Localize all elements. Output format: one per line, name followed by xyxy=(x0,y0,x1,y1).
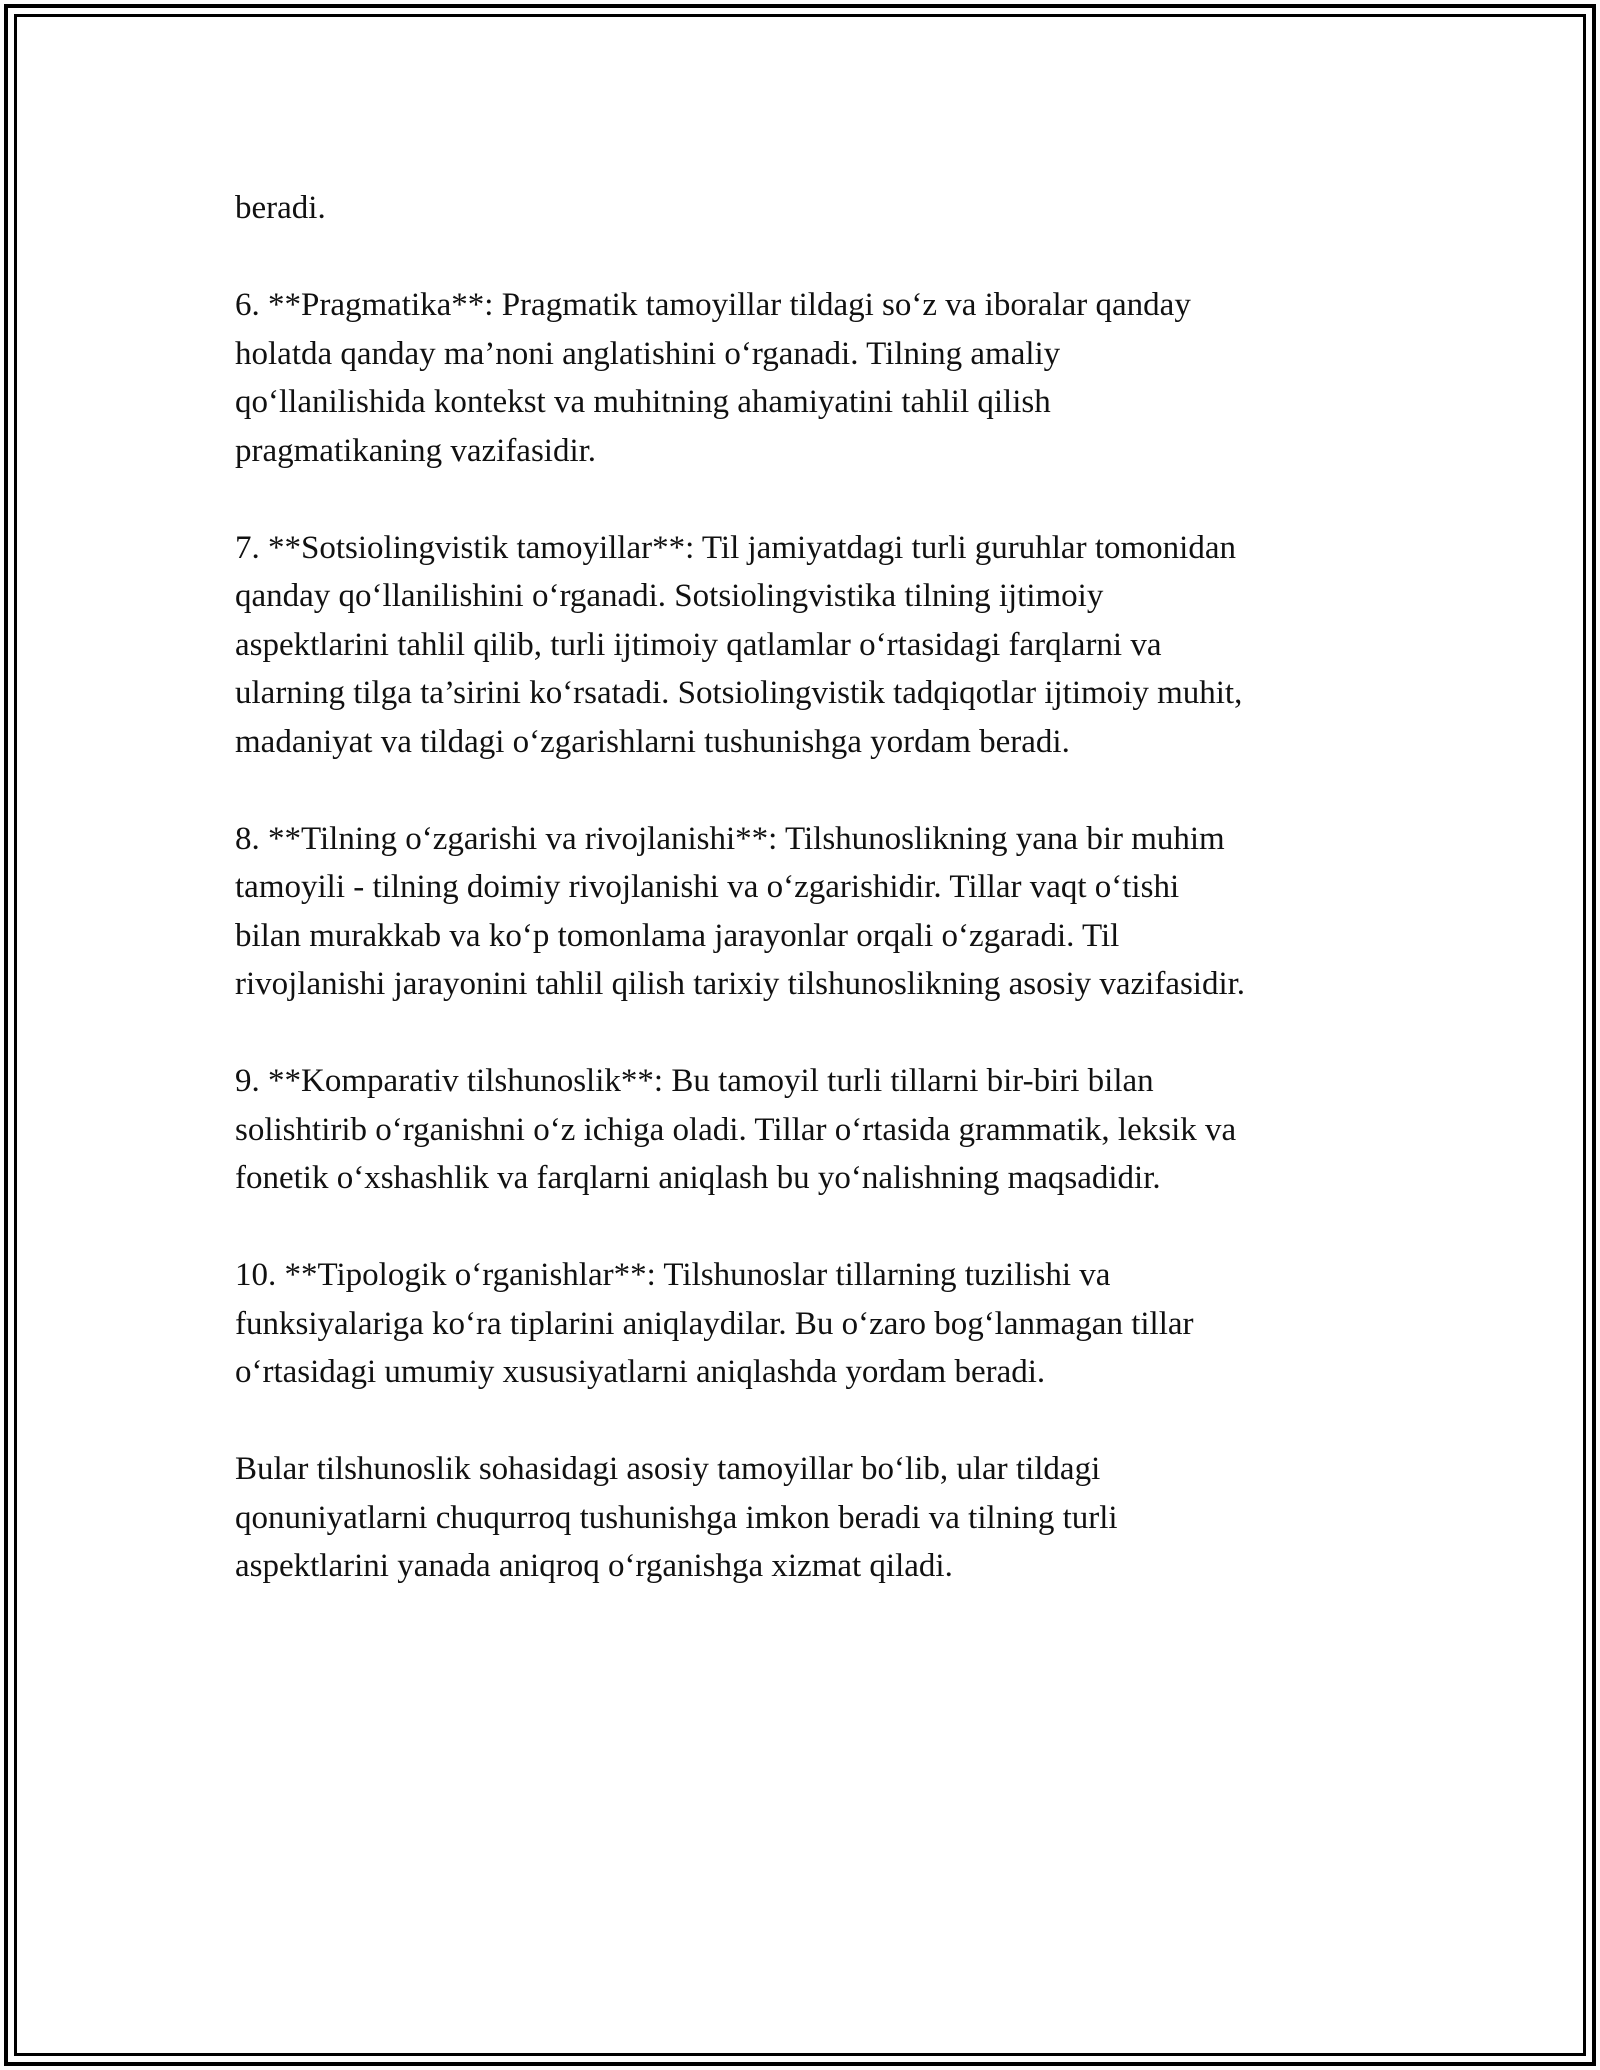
text-line: funksiyalariga ko‘ra tiplarini aniqlaydilar. Bu o‘zaro bog‘lanmagan tillar xyxy=(235,1305,1194,1342)
text-line: beradi. xyxy=(235,190,326,226)
text-line: Bular tilshunoslik sohasidagi asosiy tamoyillar bo‘lib, ular tildagi xyxy=(235,1451,1101,1487)
text-line: ularning tilga ta’sirini ko‘rsatadi. Sotsiolingvistik tadqiqotlar ijtimoiy muhit, xyxy=(235,675,1243,711)
text-line: madaniyat va tildagi o‘zgarishlarni tushunishga yordam beradi. xyxy=(235,723,1070,760)
text-line: fonetik o‘xshashlik va farqlarni aniqlash bu yo‘nalishning maqsadidir. xyxy=(235,1160,1161,1196)
text-line: tamoyili - tilning doimiy rivojlanishi va o‘zgarishidir. Tillar vaqt o‘tishi xyxy=(235,869,1180,905)
text-line: 6. **Pragmatika**: Pragmatik tamoyillar tildagi so‘z va iboralar qanday xyxy=(235,287,1191,323)
text-line: rivojlanishi jarayonini tahlil qilish tarixiy tilshunoslikning asosiy vazifasidir. xyxy=(235,966,1246,1002)
paragraph-pragmatika xyxy=(235,281,1385,475)
paragraph-komparativ xyxy=(235,1057,1385,1203)
paragraph-tipologik xyxy=(235,1251,1385,1397)
text-line: 7. **Sotsiolingvistik tamoyillar**: Til jamiyatdagi turli guruhlar tomonidan xyxy=(235,529,1236,566)
document-body xyxy=(235,184,1385,1639)
text-line: bilan murakkab va ko‘p tomonlama jarayonlar orqali o‘zgaradi. Til xyxy=(235,917,1120,954)
text-line: aspektlarini yanada aniqroq o‘rganishga xizmat qiladi. xyxy=(235,1548,953,1584)
text-line: pragmatikaning vazifasidir. xyxy=(235,432,597,469)
paragraph-sotsiolingvistik xyxy=(235,524,1385,767)
paragraph-tilning-ozgarishi xyxy=(235,815,1385,1009)
text-line: qo‘llanilishida kontekst va muhitning ahamiyatini tahlil qilish xyxy=(235,384,1051,420)
text-line: holatda qanday ma’noni anglatishini o‘rganadi. Tilning amaliy xyxy=(235,335,1061,372)
text-line: qonuniyatlarni chuqurroq tushunishga imkon beradi va tilning turli xyxy=(235,1499,1118,1536)
paragraph-conclusion xyxy=(235,1445,1385,1591)
text-line: solishtirib o‘rganishni o‘z ichiga oladi. Tillar o‘rtasida grammatik, leksik va xyxy=(235,1111,1237,1148)
paragraph-continuation xyxy=(235,184,1385,233)
text-line: 9. **Komparativ tilshunoslik**: Bu tamoyil turli tillarni bir-biri bilan xyxy=(235,1063,1154,1099)
text-line: 10. **Tipologik o‘rganishlar**: Tilshunoslar tillarning tuzilishi va xyxy=(235,1257,1111,1293)
text-line: 8. **Tilning o‘zgarishi va rivojlanishi**: Tilshunoslikning yana bir muhim xyxy=(235,820,1225,857)
text-line: qanday qo‘llanilishini o‘rganadi. Sotsiolingvistika tilning ijtimoiy xyxy=(235,578,1104,614)
text-line: o‘rtasidagi umumiy xususiyatlarni aniqlashda yordam beradi. xyxy=(235,1354,1046,1390)
text-line: aspektlarini tahlil qilib, turli ijtimoiy qatlamlar o‘rtasidagi farqlarni va xyxy=(235,626,1162,663)
